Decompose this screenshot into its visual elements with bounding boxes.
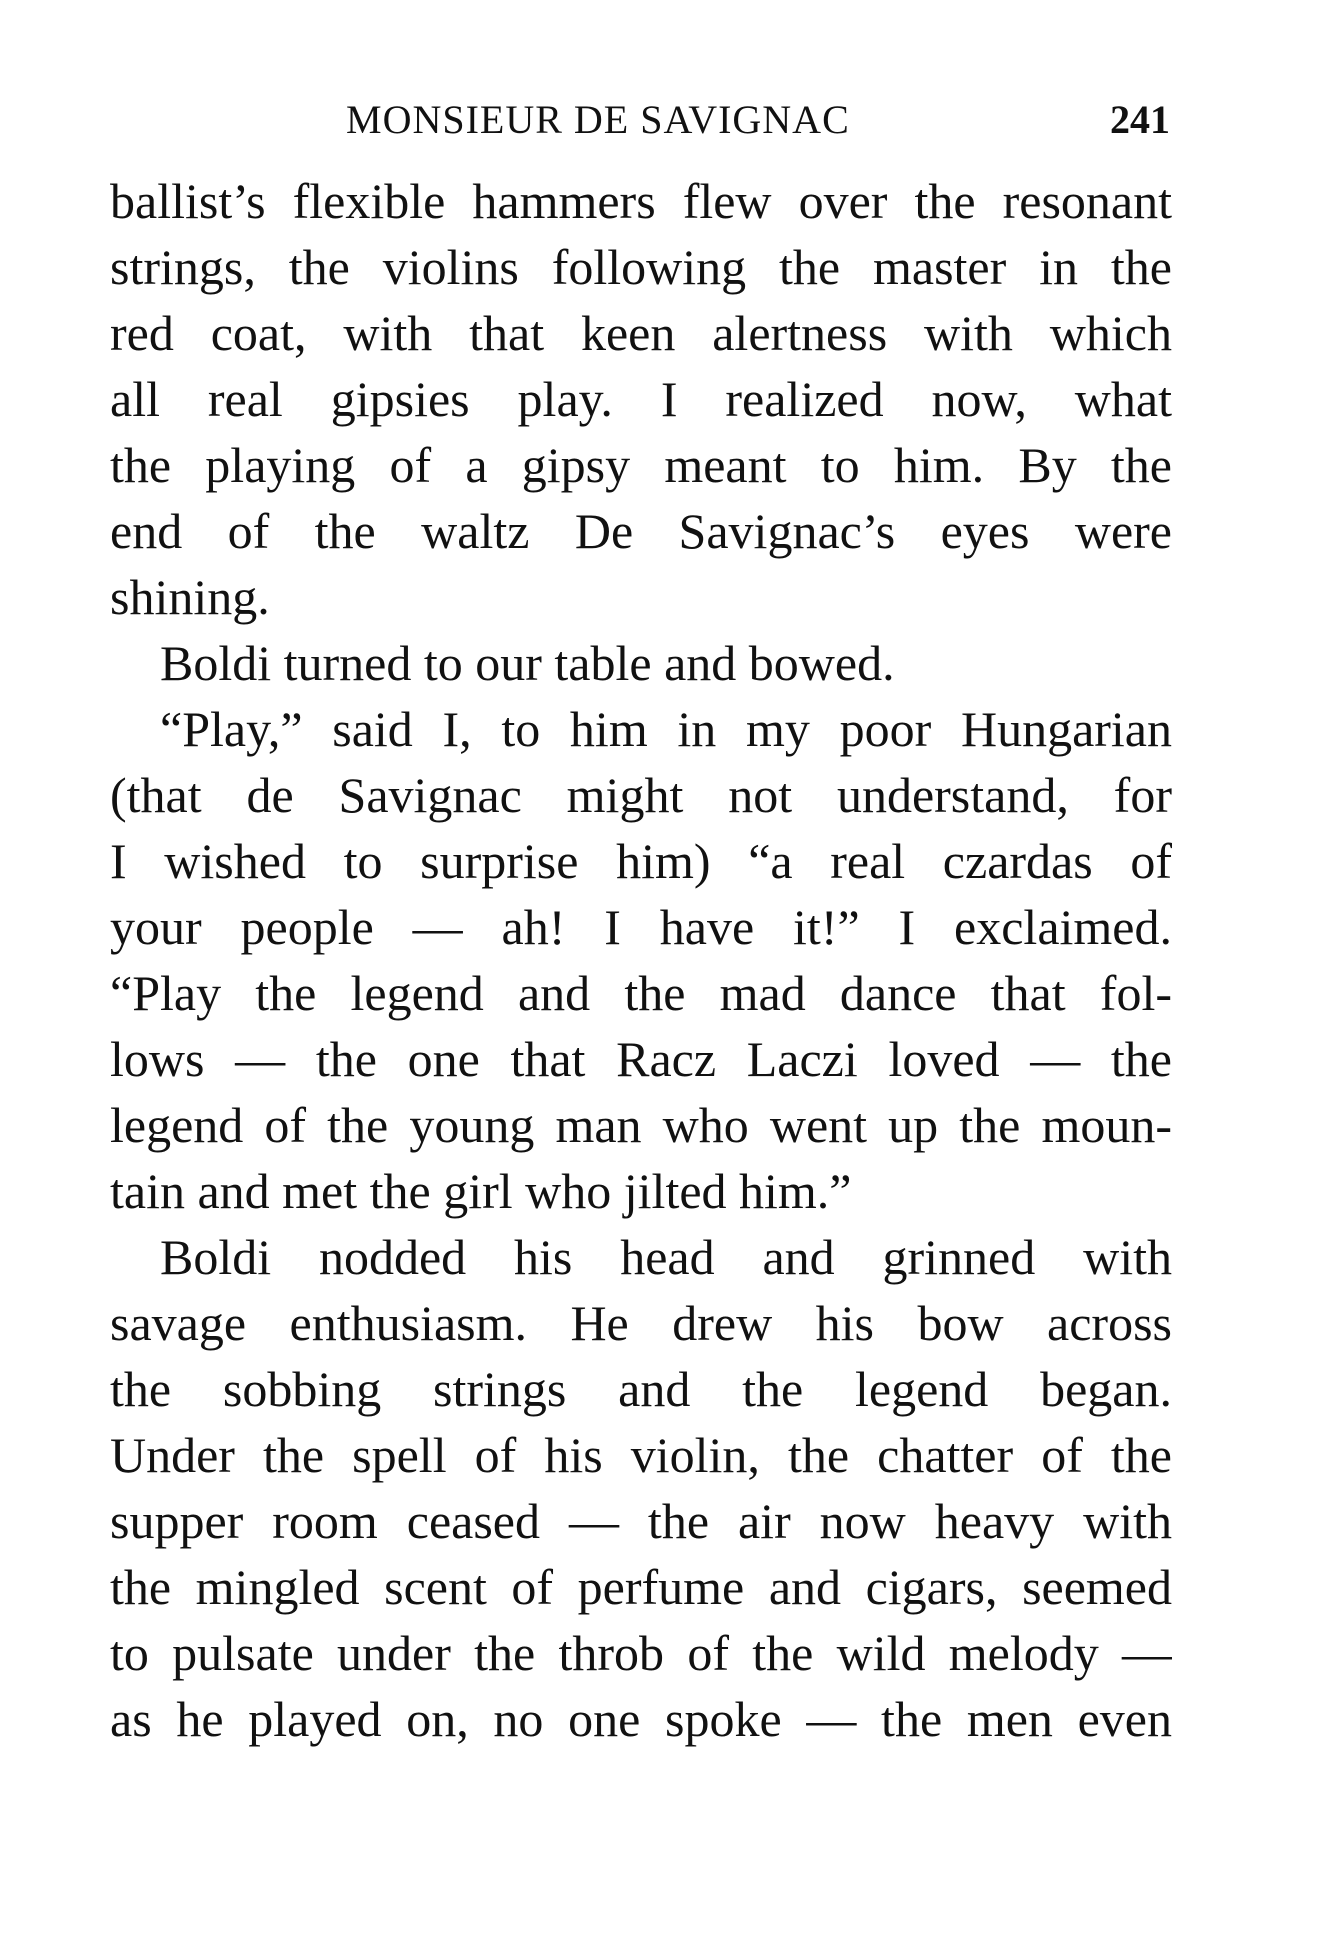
text-line: the mingled scent of perfume and cigars, seemed <box>110 1559 1172 1615</box>
text-line: the sobbing strings and the legend began. <box>110 1361 1172 1417</box>
text-line: Boldi turned to our table and bowed. <box>160 635 895 691</box>
text-line: supper room ceased — the air now heavy with <box>110 1493 1172 1549</box>
text-line: Under the spell of his violin, the chatter of the <box>110 1427 1172 1483</box>
running-title: MONSIEUR DE SAVIGNAC <box>346 97 850 142</box>
text-line: “Play,” said I, to him in my poor Hungarian <box>160 701 1172 757</box>
text-line: your people — ah! I have it!” I exclaimed. <box>110 899 1172 955</box>
text-line: (that de Savignac might not understand, for <box>110 767 1172 823</box>
body-text <box>110 168 1172 1752</box>
text-line: I wished to surprise him) “a real czardas of <box>110 833 1172 889</box>
text-line: shining. <box>110 569 270 625</box>
text-line: ballist’s flexible hammers flew over the resonant <box>110 173 1172 229</box>
text-line: to pulsate under the throb of the wild melody — <box>110 1625 1172 1681</box>
text-line: as he played on, no one spoke — the men even <box>110 1691 1172 1747</box>
text-line: end of the waltz De Savignac’s eyes were <box>110 503 1172 559</box>
text-line: savage enthusiasm. He drew his bow across <box>110 1295 1172 1351</box>
text-line: legend of the young man who went up the moun- <box>110 1097 1172 1153</box>
text-line: strings, the violins following the master in the <box>110 239 1172 295</box>
text-line: tain and met the girl who jilted him.” <box>110 1163 852 1219</box>
text-line: “Play the legend and the mad dance that fol- <box>110 965 1172 1021</box>
text-line: red coat, with that keen alertness with which <box>110 305 1172 361</box>
text-line: lows — the one that Racz Laczi loved — the <box>110 1031 1172 1087</box>
text-line: all real gipsies play. I realized now, what <box>110 371 1172 427</box>
text-line: Boldi nodded his head and grinned with <box>160 1229 1172 1285</box>
page-header <box>110 96 1170 146</box>
page-number: 241 <box>1110 97 1170 142</box>
text-line: the playing of a gipsy meant to him. By the <box>110 437 1172 493</box>
